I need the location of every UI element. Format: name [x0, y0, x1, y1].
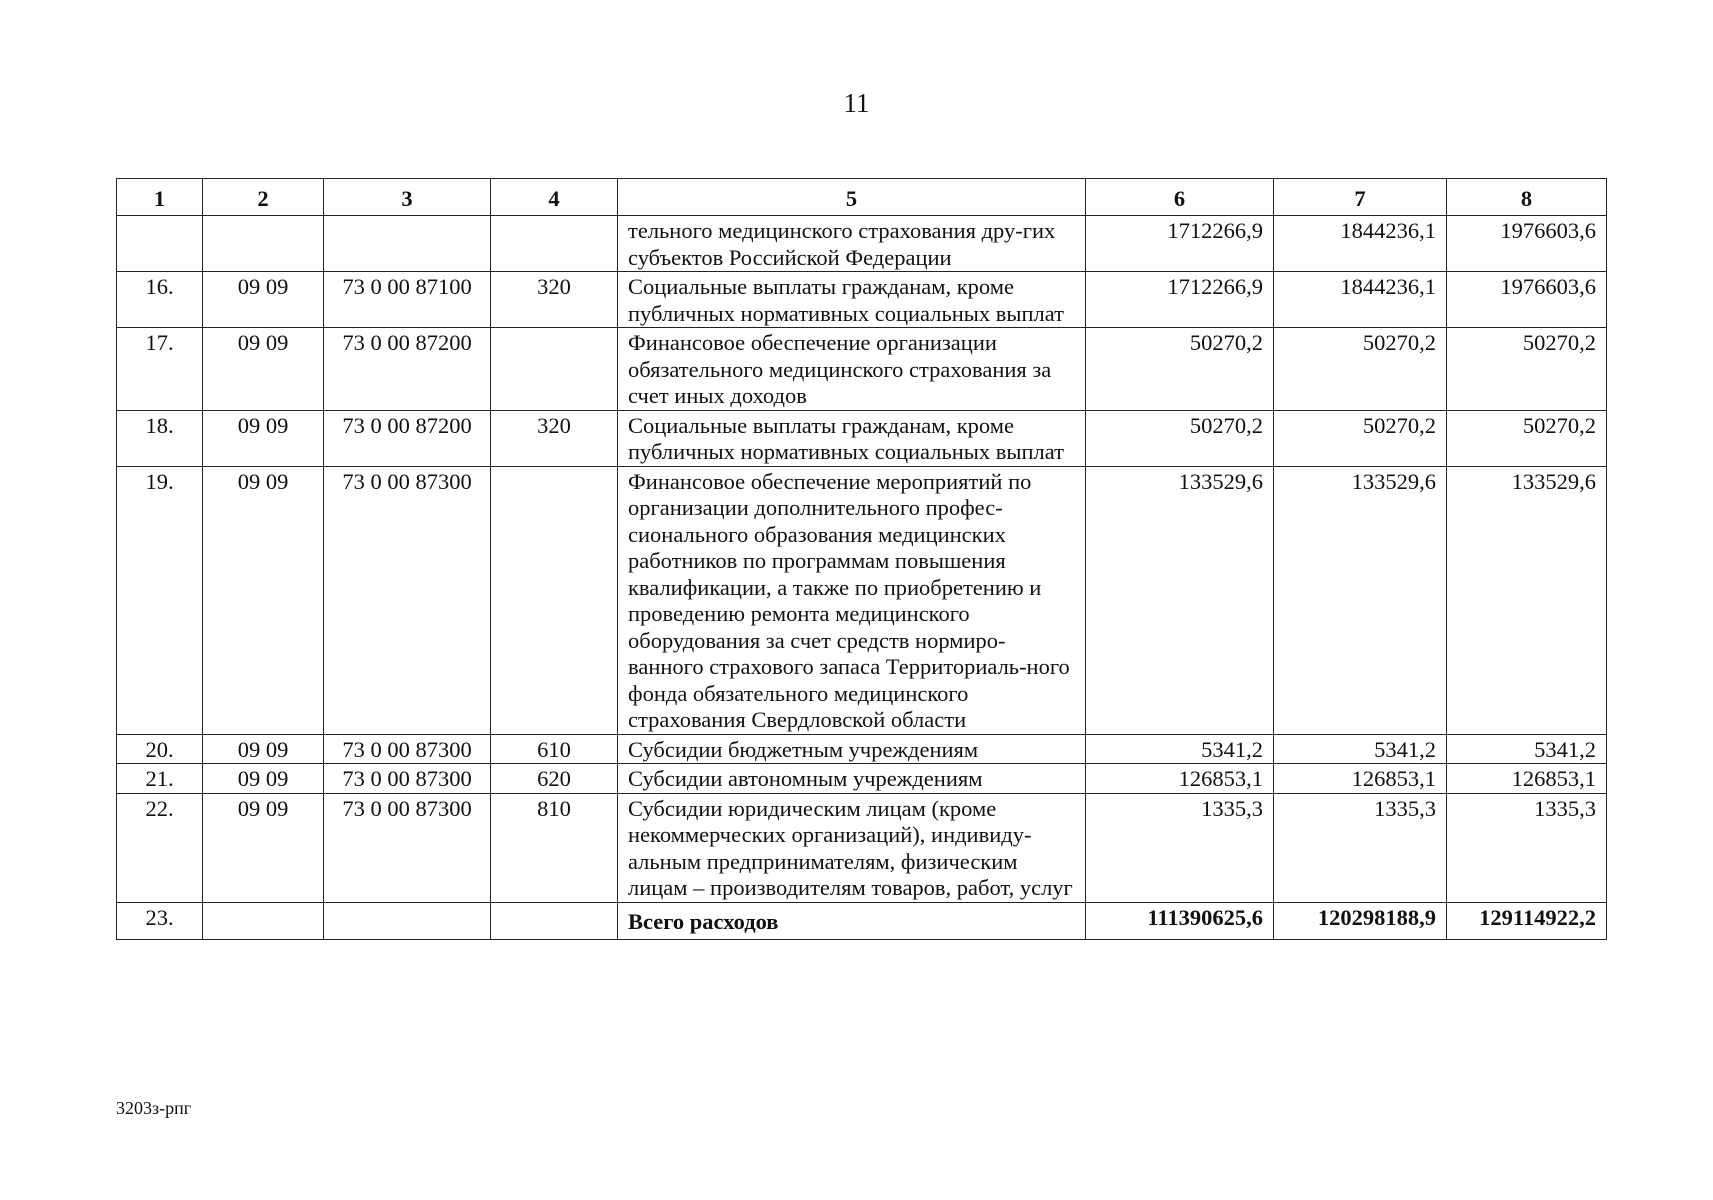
- table-row: [117, 793, 1607, 902]
- amount-year-1: 1712266,9: [1086, 216, 1274, 272]
- row-number: 17.: [117, 328, 203, 411]
- total-row: [117, 902, 1607, 939]
- row-number: 16.: [117, 272, 203, 328]
- row-number: 20.: [117, 734, 203, 764]
- target-article: 73 0 00 87300: [324, 793, 491, 902]
- amount-year-3: 129114922,2: [1447, 902, 1607, 939]
- table-row: [117, 466, 1607, 734]
- item-name: Социальные выплаты гражданам, кроме публичных нормативных социальных выплат: [618, 272, 1086, 328]
- amount-year-1: 1335,3: [1086, 793, 1274, 902]
- expense-type: [491, 466, 618, 734]
- expense-type: 320: [491, 410, 618, 466]
- amount-year-3: 126853,1: [1447, 764, 1607, 794]
- header-row: [117, 179, 1607, 216]
- table-row: [117, 216, 1607, 272]
- amount-year-2: 126853,1: [1274, 764, 1447, 794]
- section-code: [203, 902, 324, 939]
- budget-table: [116, 178, 1607, 940]
- target-article: 73 0 00 87100: [324, 272, 491, 328]
- amount-year-3: 1976603,6: [1447, 272, 1607, 328]
- document-code: 3203з-рпг: [116, 1098, 192, 1118]
- amount-year-3: 5341,2: [1447, 734, 1607, 764]
- expense-type: [491, 216, 618, 272]
- target-article: 73 0 00 87300: [324, 466, 491, 734]
- column-header: 5: [618, 179, 1086, 216]
- amount-year-3: 1335,3: [1447, 793, 1607, 902]
- amount-year-2: 133529,6: [1274, 466, 1447, 734]
- column-header: 4: [491, 179, 618, 216]
- table-row: [117, 410, 1607, 466]
- item-name: Социальные выплаты гражданам, кроме публичных нормативных социальных выплат: [618, 410, 1086, 466]
- expense-type: 620: [491, 764, 618, 794]
- column-header: 2: [203, 179, 324, 216]
- row-number: 18.: [117, 410, 203, 466]
- table-row: [117, 272, 1607, 328]
- table-row: [117, 328, 1607, 411]
- expense-type: 810: [491, 793, 618, 902]
- table-row: [117, 734, 1607, 764]
- amount-year-2: 120298188,9: [1274, 902, 1447, 939]
- row-number: 21.: [117, 764, 203, 794]
- section-code: 09 09: [203, 328, 324, 411]
- table-row: [117, 764, 1607, 794]
- item-name: тельного медицинского страхования дру-гих субъектов Российской Федерации: [618, 216, 1086, 272]
- amount-year-3: 1976603,6: [1447, 216, 1607, 272]
- amount-year-3: 50270,2: [1447, 410, 1607, 466]
- amount-year-1: 50270,2: [1086, 410, 1274, 466]
- target-article: [324, 902, 491, 939]
- target-article: 73 0 00 87200: [324, 410, 491, 466]
- amount-year-1: 1712266,9: [1086, 272, 1274, 328]
- column-header: 1: [117, 179, 203, 216]
- item-name: Субсидии автономным учреждениям: [618, 764, 1086, 794]
- row-number: 19.: [117, 466, 203, 734]
- target-article: 73 0 00 87300: [324, 764, 491, 794]
- amount-year-1: 126853,1: [1086, 764, 1274, 794]
- section-code: 09 09: [203, 466, 324, 734]
- row-number: 22.: [117, 793, 203, 902]
- section-code: [203, 216, 324, 272]
- target-article: 73 0 00 87300: [324, 734, 491, 764]
- amount-year-2: 5341,2: [1274, 734, 1447, 764]
- target-article: 73 0 00 87200: [324, 328, 491, 411]
- column-header: 6: [1086, 179, 1274, 216]
- amount-year-1: 5341,2: [1086, 734, 1274, 764]
- section-code: 09 09: [203, 793, 324, 902]
- section-code: 09 09: [203, 734, 324, 764]
- column-header: 8: [1447, 179, 1607, 216]
- amount-year-2: 50270,2: [1274, 328, 1447, 411]
- column-header: 3: [324, 179, 491, 216]
- item-name: Субсидии юридическим лицам (кроме некоммерческих организаций), индивиду-альным предпринимателям, физическим лицам – производителям товаров, работ, услуг: [618, 793, 1086, 902]
- item-name: Субсидии бюджетным учреждениям: [618, 734, 1086, 764]
- page-number: 11: [843, 88, 870, 118]
- column-header: 7: [1274, 179, 1447, 216]
- item-name: Всего расходов: [618, 902, 1086, 939]
- section-code: 09 09: [203, 410, 324, 466]
- target-article: [324, 216, 491, 272]
- section-code: 09 09: [203, 272, 324, 328]
- amount-year-2: 1844236,1: [1274, 216, 1447, 272]
- amount-year-2: 1844236,1: [1274, 272, 1447, 328]
- expense-type: [491, 902, 618, 939]
- amount-year-2: 50270,2: [1274, 410, 1447, 466]
- amount-year-3: 50270,2: [1447, 328, 1607, 411]
- expense-type: [491, 328, 618, 411]
- item-name: Финансовое обеспечение организации обязательного медицинского страхования за счет иных доходов: [618, 328, 1086, 411]
- item-name: Финансовое обеспечение мероприятий по организации дополнительного профес-сионального образования медицинских работников по программам повышения квалификации, а также по приобретению и проведению ремонта медицинского оборудования за счет средств нормиро-ванного страхового запаса Территориаль-ного фонда обязательного медицинского страхования Свердловской области: [618, 466, 1086, 734]
- amount-year-2: 1335,3: [1274, 793, 1447, 902]
- amount-year-3: 133529,6: [1447, 466, 1607, 734]
- amount-year-1: 133529,6: [1086, 466, 1274, 734]
- amount-year-1: 111390625,6: [1086, 902, 1274, 939]
- amount-year-1: 50270,2: [1086, 328, 1274, 411]
- section-code: 09 09: [203, 764, 324, 794]
- expense-type: 610: [491, 734, 618, 764]
- expense-type: 320: [491, 272, 618, 328]
- row-number: 23.: [117, 902, 203, 939]
- row-number: [117, 216, 203, 272]
